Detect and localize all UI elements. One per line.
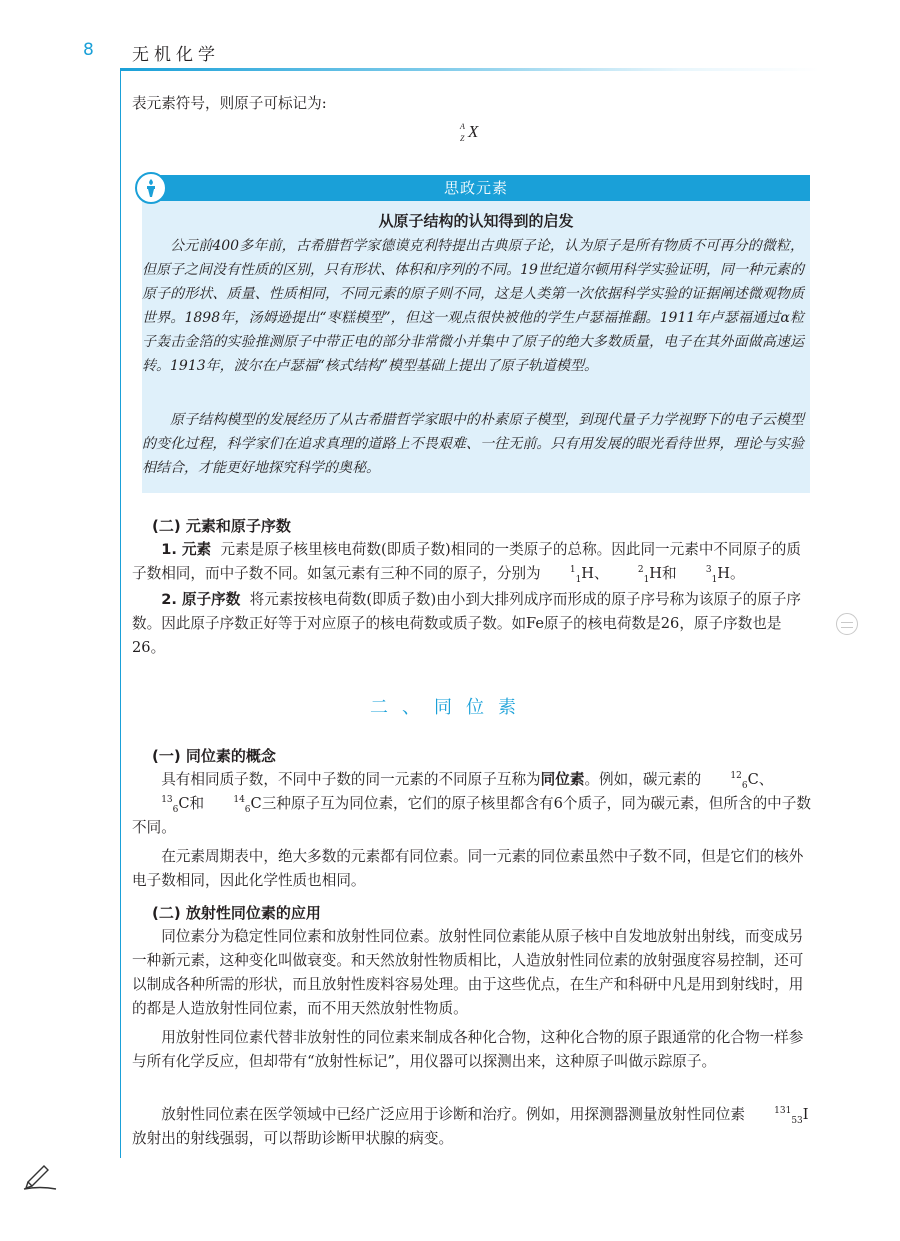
section-heading-elements: (二) 元素和原子序数	[152, 517, 291, 535]
nuclide-h2: $^2_1$H	[637, 565, 663, 585]
pen-icon	[20, 1160, 60, 1194]
element-definition: 1. 元素 元素是原子核里核电荷数(即质子数)相同的一类原子的总称。因此同一元素中不同原子的质子数相同，而中子数不同。如氢元素有三种不同的原子，分别为 $^1_1$H、 $^2_1$H和 $^3_1$H。	[132, 541, 801, 585]
term-atomic-number: 2. 原子序数	[161, 591, 241, 608]
element-symbol: X	[468, 122, 479, 141]
nuclide-c13: $^{13}_6$C	[161, 795, 190, 815]
section-heading-isotope-concept: (一) 同位素的概念	[152, 747, 276, 765]
ideology-box-label: 思政元素	[443, 179, 508, 197]
radioisotope-paragraph-1: 同位素分为稳定性同位素和放射性同位素。放射性同位素能从原子核中自发地放射出射线，而变成另一种新元素，这种变化叫做衰变。和天然放射性物质相比，人造放射性同位素的放射强度容易控制，还可以制成各种所需的形状，而且放射性废料容易处理。由于这些优点，在生产和科研中凡是用到射线时，用的都是人造放射性同位素，而不用天然放射性物质。	[132, 928, 804, 1017]
atomic-number-text: 将元素按核电荷数(即质子数)由小到大排列成序而形成的原子序号称为该原子的原子序数。因此原子序数正好等于对应原子的核电荷数或质子数。如Fe原子的核电荷数是26，原子序数也是26。	[132, 591, 801, 656]
element-definition-text: 元素是原子核里核电荷数(即质子数)相同的一类原子的总称。因此同一元素中不同原子的质子数相同，而中子数不同。如氢元素有三种不同的原子，分别为	[132, 541, 801, 582]
nuclide-h1: $^1_1$H	[569, 565, 595, 585]
isotope-periodic-table-text: 在元素周期表中，绝大多数的元素都有同位素。同一元素的同位素虽然中子数不同，但是它们的核外电子数相同，因此化学性质也相同。	[132, 848, 804, 889]
nuclide-c14: $^{14}_6$C	[233, 795, 262, 815]
nuclide-h3: $^3_1$H	[705, 565, 731, 585]
margin-rule	[120, 68, 121, 1158]
side-margin-mark-icon	[836, 613, 858, 635]
atom-notation	[460, 122, 478, 142]
mass-number: A	[460, 122, 465, 131]
ideology-heading: 从原子结构的认知得到的启发	[378, 212, 574, 230]
ideology-paragraph-2: 原子结构模型的发展经历了从古希腊哲学家眼中的朴素原子模型，到现代量子力学视野下的电子云模型的变化过程，科学家们在追求真理的道路上不畏艰难、一往无前。只有用发展的眼光看待世界，理论与实验相结合，才能更好地探究科学的奥秘。	[142, 412, 804, 476]
isotope-definition: 具有相同质子数，不同中子数的同一元素的不同原子互称为同位素。例如，碳元素的 $^{12}_6$C、$^{13}_6$C和 $^{14}_6$C三种原子互为同位素，它们的原子核里都含有6个质子，同为碳元素，但所含的中子数不同。	[132, 768, 812, 840]
header-rule	[120, 68, 820, 71]
torch-icon	[135, 172, 167, 204]
nuclide-i131: $^{131}_{53}$I	[774, 1106, 809, 1126]
page-number: 8	[83, 40, 94, 60]
term-element: 1. 元素	[161, 541, 212, 558]
intro-text: 表元素符号，则原子可标记为:	[132, 95, 327, 112]
atomic-number: Z	[460, 134, 465, 143]
radioisotope-paragraph-2: 用放射性同位素代替非放射性的同位素来制成各种化合物，这种化合物的原子跟通常的化合物一样参与所有化学反应，但却带有“放射性标记”，用仪器可以探测出来，这种原子叫做示踪原子。	[132, 1029, 804, 1070]
section-heading-radioisotope: (二) 放射性同位素的应用	[152, 904, 321, 922]
nuclide-c12: $^{12}_6$C	[730, 771, 759, 791]
book-title: 无机化学	[132, 45, 220, 65]
ideology-paragraph-1: 公元前400多年前，古希腊哲学家德谟克利特提出古典原子论，认为原子是所有物质不可再分的微粒，但原子之间没有性质的区别，只有形状、体积和序列的不同。19世纪道尔顿用科学实验证明，同一种元素的原子的形状、质量、性质相同，不同元素的原子则不同，这是人类第一次依据科学实验的证据阐述微观物质世界。1898年，汤姆逊提出“枣糕模型”，但这一观点很快被他的学生卢瑟福推翻。1911年卢瑟福通过α粒子轰击金箔的实验推测原子中带正电的部分非常微小并集中了原子的绝大多数质量，电子在其外面做高速运转。1913年，波尔在卢瑟福“核式结构”模型基础上提出了原子轨道模型。	[142, 238, 804, 374]
term-isotope: 同位素	[540, 771, 585, 788]
radioisotope-paragraph-3: 放射性同位素在医学领域中已经广泛应用于诊断和治疗。例如，用探测器测量放射性同位素 $^{131}_{53}$I放射出的射线强弱，可以帮助诊断甲状腺的病变。	[132, 1103, 812, 1151]
atomic-number-definition	[132, 588, 812, 660]
section-title-isotopes: 二、同位素	[370, 697, 530, 718]
